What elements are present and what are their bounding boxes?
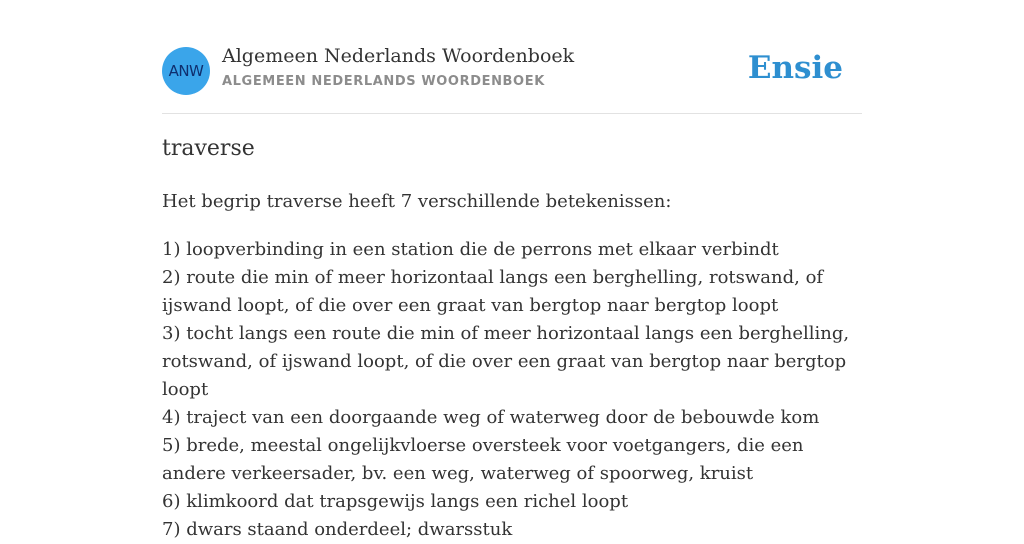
ensie-logo-link[interactable]: Ensie xyxy=(747,50,843,86)
header xyxy=(162,0,862,114)
definition-item: 1) loopverbinding in een station die de perrons met elkaar verbindt xyxy=(162,239,779,260)
definition-item: 5) brede, meestal ongelijkvloerse oversteek voor voetgangers, die een andere verkeersader, bv. een weg, waterweg of spoorweg, kruist xyxy=(162,435,804,484)
definitions-list xyxy=(162,236,862,544)
definition-item: 6) klimkoord dat trapsgewijs langs een richel loopt xyxy=(162,491,629,512)
source-subtitle: ALGEMEEN NEDERLANDS WOORDENBOEK xyxy=(222,74,545,89)
definition-item: 4) traject van een doorgaande weg of waterweg door de bebouwde kom xyxy=(162,407,820,428)
entry-term: traverse xyxy=(162,136,255,161)
anw-logo[interactable]: ANW xyxy=(162,47,210,95)
content-container xyxy=(162,0,862,540)
definition-item: 7) dwars staand onderdeel; dwarsstuk xyxy=(162,519,513,540)
definition-item: 2) route die min of meer horizontaal langs een berghelling, rotswand, of ijswand loopt, of die over een graat van bergtop naar bergtop loopt xyxy=(162,267,824,316)
entry-intro: Het begrip traverse heeft 7 verschillende betekenissen: xyxy=(162,191,672,212)
definition-item: 3) tocht langs een route die min of meer horizontaal langs een berghelling, rotswand, of ijswand loopt, of die over een graat van bergtop naar bergtop loopt xyxy=(162,323,850,400)
source-title[interactable]: Algemeen Nederlands Woordenboek xyxy=(222,45,575,67)
